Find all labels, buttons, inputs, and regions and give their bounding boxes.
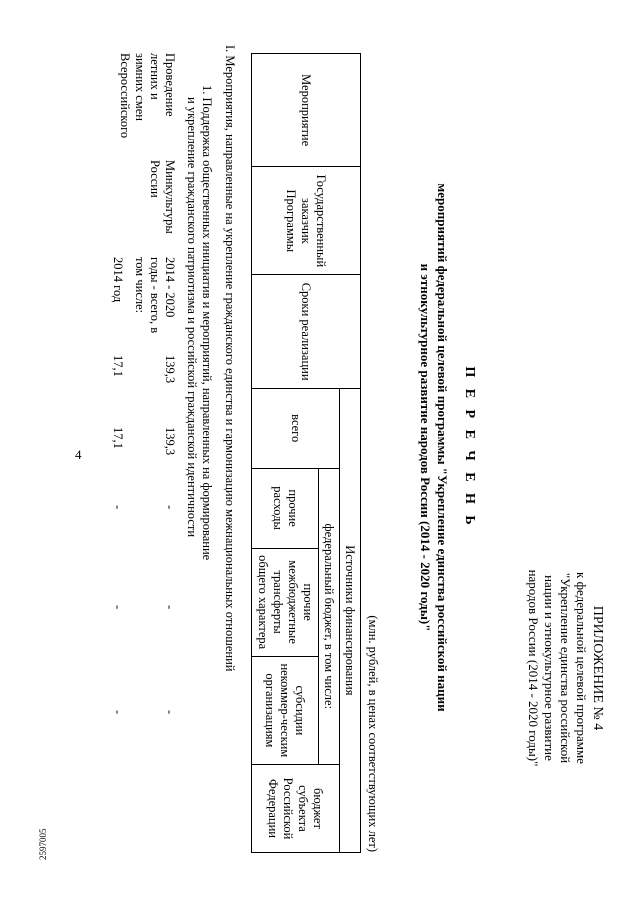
- row-total: 17,1: [111, 355, 125, 377]
- row-transfers: -: [111, 505, 125, 510]
- row-term: 2014 год: [111, 257, 125, 303]
- row-customer: Минкультуры России: [148, 160, 177, 234]
- row-regional: -: [111, 710, 125, 715]
- rotated-document-body: [65, 25, 605, 870]
- appendix-line: "Укрепление единства российской: [558, 572, 573, 764]
- header-federal: федеральный бюджет, в том числе:: [319, 468, 340, 764]
- header-total: всего: [252, 388, 340, 468]
- row-transfers: -: [163, 505, 177, 510]
- units-note: (млн. рублей, в ценах соответствующих лет): [366, 615, 380, 852]
- header-table: [251, 53, 361, 853]
- page-number: 4: [75, 447, 82, 462]
- title-line: и этнокультурное развитие народов России (2014 - 2020 годы)": [418, 263, 433, 632]
- header-regional: бюджет субъекта Российской Федерации: [252, 764, 340, 852]
- header-sources: Источники финансирования: [340, 388, 361, 852]
- document-id: 2597005: [38, 828, 48, 860]
- title-line: мероприятий федеральной целевой программы "Укрепление единства российской нации: [435, 183, 450, 712]
- appendix-line: нации и этнокультурное развитие: [542, 575, 557, 761]
- row-total: 139,3: [163, 355, 177, 384]
- title-main: П Е Р Е Ч Е Н Ь: [462, 366, 477, 529]
- row-term: 2014 - 2020 годы - всего, в том числе:: [133, 257, 177, 334]
- row-regional: -: [163, 710, 177, 715]
- appendix-heading: ПРИЛОЖЕНИЕ № 4: [590, 605, 605, 731]
- row-other: 17,1: [111, 427, 125, 449]
- row-measure: Проведение летних и зимних смен Всероссийского: [118, 53, 177, 139]
- header-subsidies: субсидии некоммер-ческим организациям: [252, 656, 319, 764]
- header-other-expenses: прочие расходы: [252, 468, 319, 548]
- subsection-heading-cont: и укрепление гражданского патриотизма и российской гражданской идентичности: [185, 97, 199, 538]
- header-measure: Мероприятие: [252, 54, 361, 167]
- header-terms: Сроки реализации: [252, 275, 361, 388]
- header-customer: Государственный заказчик Программы: [252, 167, 361, 275]
- header-transfers: прочие межбюджетные трансферты общего характера: [252, 548, 319, 656]
- subsection-heading: 1. Поддержка общественных инициатив и мероприятий, направленных на формирование: [200, 85, 214, 561]
- row-subsidies: -: [163, 605, 177, 610]
- document-title: [417, 25, 477, 870]
- appendix-line: к федеральной целевой программе: [574, 572, 589, 764]
- section-heading: I. Мероприятия, направленные на укрепление гражданского единства и гармонизацию межнациональных отношений: [223, 45, 237, 672]
- appendix-line: народов России (2014 - 2020 годы)": [526, 569, 541, 767]
- row-other: 139,3: [163, 427, 177, 456]
- row-subsidies: -: [111, 605, 125, 610]
- appendix-block: [525, 488, 605, 848]
